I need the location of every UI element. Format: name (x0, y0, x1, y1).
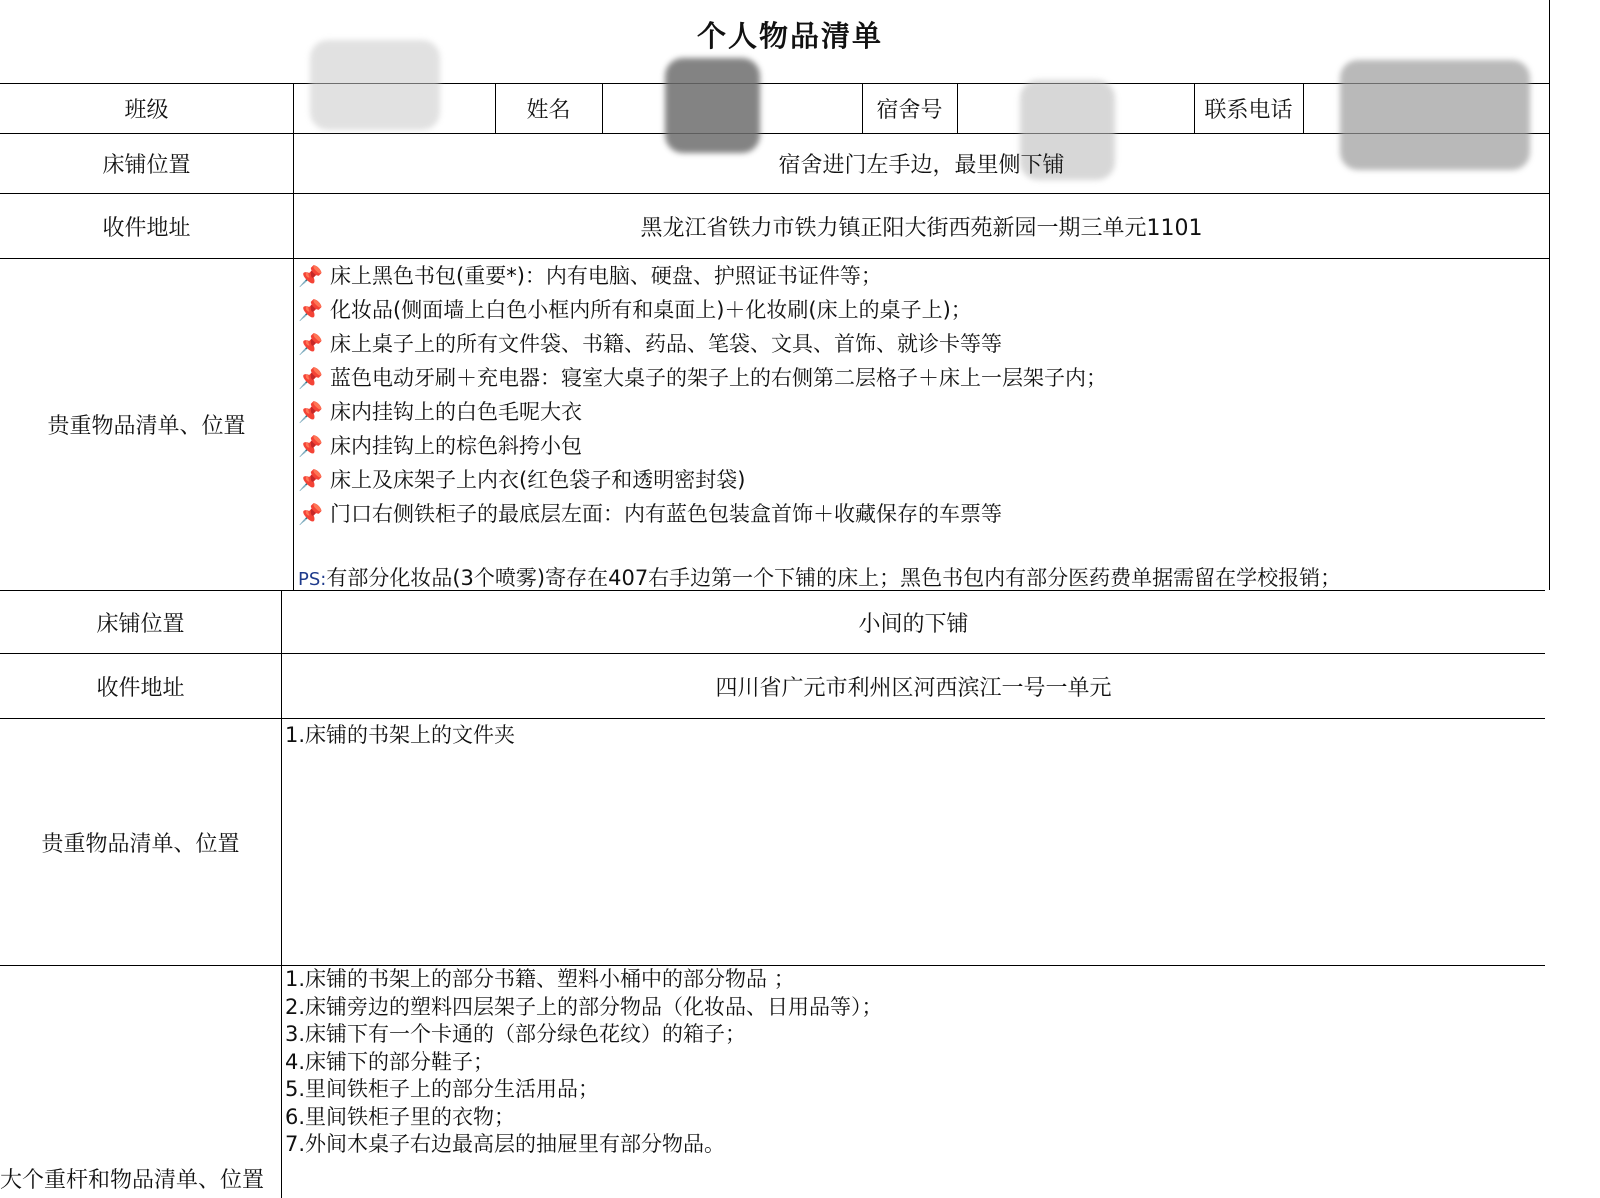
list-item: 📌 床上桌子上的所有文件袋、书籍、药品、笔袋、文具、首饰、就诊卡等等 (298, 327, 1107, 361)
address-label: 收件地址 (102, 215, 191, 241)
list-item: 4.床铺下的部分鞋子； (285, 1049, 495, 1074)
grid-line (1303, 83, 1304, 133)
list-item: 1.床铺的书架上的部分书籍、塑料小桶中的部分物品 ； (285, 967, 795, 991)
grid-line (602, 83, 603, 133)
pushpin-icon: 📌 (298, 400, 323, 424)
phone-label: 联系电话 (1204, 98, 1293, 123)
valuables-list (285, 718, 515, 752)
ps-note (298, 562, 1341, 592)
list-item: 📌 化妆品(侧面墙上白色小框内所有和桌面上)＋化妆刷(床上的桌子上)； (298, 293, 1107, 327)
bed-position-value: 宿舍进门左手边，最里侧下铺 (778, 153, 1065, 178)
bed-position-label: 床铺位置 (96, 611, 185, 637)
list-item: 5.里间铁柜子上的部分生活用品； (285, 1077, 600, 1101)
pushpin-icon: 📌 (298, 434, 323, 458)
ps-text: 有部分化妆品(3个喷雾)寄存在407右手边第一个下铺的床上；黑色书包内有部分医药费单据需留在学校报销； (326, 566, 1342, 590)
dorm-label: 宿舍号 (876, 98, 943, 123)
bed-position-value: 小间的下铺 (858, 611, 969, 637)
list-item: 6.里间铁柜子里的衣物； (285, 1104, 516, 1129)
address-value: 黑龙江省铁力市铁力镇正阳大街西苑新园一期三单元1101 (640, 215, 1203, 241)
address-value: 四川省广元市利州区河西滨江一号一单元 (715, 675, 1112, 701)
valuables-label: 贵重物品清单、位置 (41, 831, 240, 857)
valuables-list (285, 966, 883, 1159)
ps-prefix: PS: (298, 569, 327, 590)
list-item: 📌 床内挂钩上的棕色斜挎小包 (298, 429, 1107, 463)
list-item: 📌 门口右侧铁柜子的最底层左面：内有蓝色包装盒首饰＋收藏保存的车票等 (298, 497, 1107, 531)
list-item: 📌 蓝色电动牙刷＋充电器：寝室大桌子的架子上的右侧第二层格子＋床上一层架子内； (298, 361, 1107, 395)
grid-line (957, 83, 958, 133)
valuables-label: 贵重物品清单、位置 (47, 414, 246, 439)
valuables-label-partial: 大个重杆和物品清单、位置 (0, 1168, 265, 1193)
pushpin-icon: 📌 (298, 468, 323, 492)
pushpin-icon: 📌 (298, 298, 323, 322)
list-item: 📌 床上黑色书包(重要*)：内有电脑、硬盘、护照证书证件等； (298, 259, 1107, 293)
page-title: 个人物品清单 (696, 19, 883, 53)
list-item: 2.床铺旁边的塑料四层架子上的部分物品（化妆品、日用品等）； (285, 994, 883, 1019)
list-item: 7.外间木桌子右边最高层的抽屉里有部分物品。 (285, 1132, 726, 1156)
pushpin-icon: 📌 (298, 502, 323, 526)
address-label: 收件地址 (96, 675, 185, 701)
list-item: 📌 床上及床架子上内衣(红色袋子和透明密封袋) (298, 463, 1107, 497)
list-item: 1.床铺的书架上的文件夹 (285, 723, 516, 747)
name-label: 姓名 (526, 98, 571, 123)
grid-line (1549, 0, 1550, 590)
bed-position-label: 床铺位置 (102, 153, 191, 178)
pushpin-icon: 📌 (298, 332, 323, 356)
pushpin-icon: 📌 (298, 264, 323, 288)
pushpin-icon: 📌 (298, 366, 323, 390)
class-label: 班级 (124, 98, 169, 123)
list-item: 3.床铺下有一个卡通的（部分绿色花纹）的箱子； (285, 1022, 747, 1046)
list-item: 📌 床内挂钩上的白色毛呢大衣 (298, 395, 1107, 429)
redaction-mark (310, 40, 440, 130)
valuables-list (298, 259, 1107, 531)
